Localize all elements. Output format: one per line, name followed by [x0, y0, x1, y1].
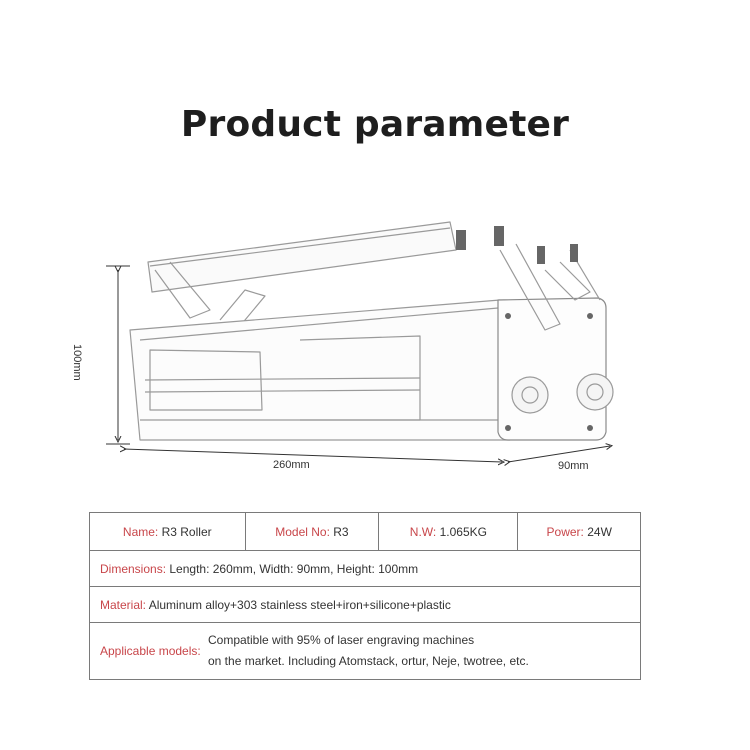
- parameter-table: [89, 512, 641, 680]
- table-row: [90, 513, 641, 551]
- name-value: R3 Roller: [161, 524, 212, 539]
- model-label: Model No:: [275, 524, 330, 539]
- nw-cell: [379, 513, 518, 551]
- name-cell: [90, 513, 246, 551]
- width-dimension-label: 260mm: [273, 459, 310, 471]
- nw-label: N.W:: [409, 524, 437, 539]
- applicable-line-2: on the market. Including Atomstack, ortur, Neje, twotree, etc.: [208, 654, 529, 668]
- dimensions-cell: [90, 551, 641, 587]
- material-label: Material:: [100, 597, 147, 612]
- table-row: [90, 587, 641, 623]
- applicable-line-1: Compatible with 95% of laser engraving machines: [208, 633, 475, 647]
- model-value: R3: [333, 524, 349, 539]
- power-label: Power:: [546, 524, 584, 539]
- nw-value: 1.065KG: [439, 524, 487, 539]
- name-label: Name:: [122, 524, 159, 539]
- applicable-label: Applicable models:: [100, 644, 201, 658]
- applicable-value: [208, 630, 529, 672]
- table-row: [90, 551, 641, 587]
- material-cell: [90, 587, 641, 623]
- depth-dimension-label: 90mm: [558, 460, 589, 472]
- model-cell: [245, 513, 379, 551]
- height-dimension-label: 100mm: [71, 344, 83, 381]
- dimensions-label: Dimensions:: [100, 561, 167, 576]
- power-cell: [518, 513, 641, 551]
- dimensions-value: Length: 260mm, Width: 90mm, Height: 100mm: [169, 561, 419, 576]
- power-value: 24W: [587, 524, 612, 539]
- table-row: [90, 623, 641, 680]
- applicable-cell: [90, 623, 641, 680]
- page-title: Product parameter: [180, 104, 570, 145]
- material-value: Aluminum alloy+303 stainless steel+iron+silicone+plastic: [148, 597, 451, 612]
